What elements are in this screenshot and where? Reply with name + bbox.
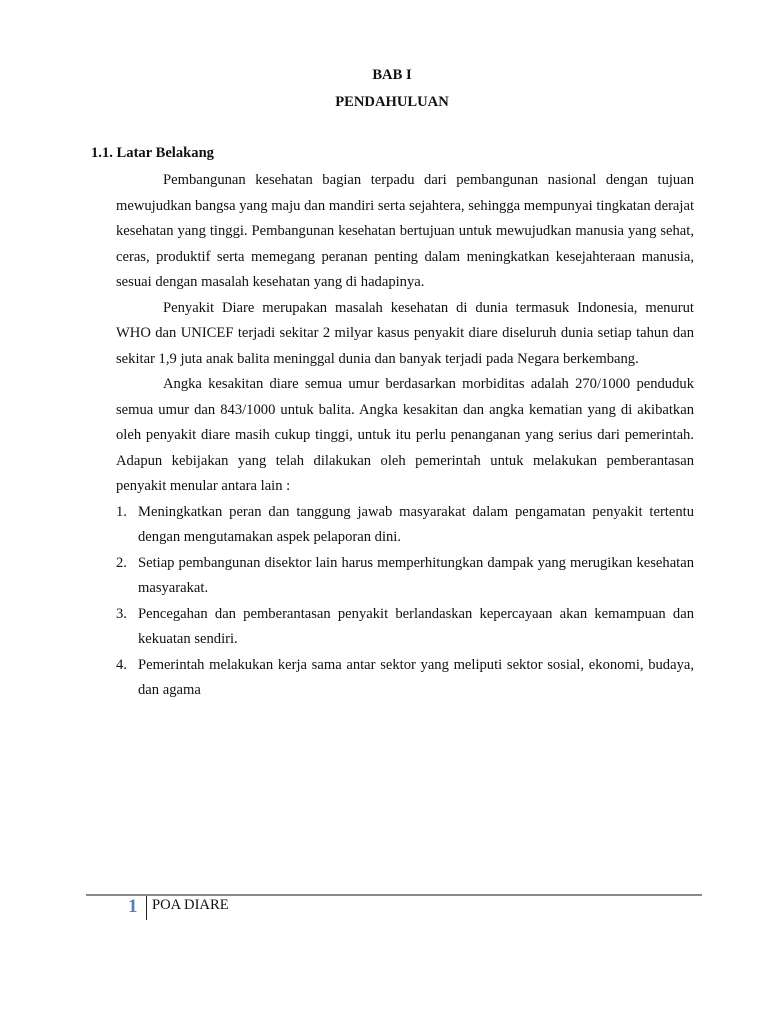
chapter-title: PENDAHULUAN xyxy=(335,94,449,110)
page-number: 1 xyxy=(128,896,138,917)
list-item xyxy=(116,653,694,704)
list-item-number: 1. xyxy=(116,503,127,520)
list-item-number: 2. xyxy=(116,554,127,571)
chapter-number: BAB I xyxy=(372,67,412,83)
list-item-number: 3. xyxy=(116,605,127,622)
section-heading: 1.1. Latar Belakang xyxy=(91,145,214,161)
list-item-text: Pencegahan dan pemberantasan penyakit berlandaskan kepercayaan akan kemampuan dan kekuatan sendiri. xyxy=(138,605,694,647)
list-item-text: Pemerintah melakukan kerja sama antar sektor yang meliputi sektor sosial, ekonomi, budaya, dan agama xyxy=(138,656,694,698)
paragraph: Pembangunan kesehatan bagian terpadu dari pembangunan nasional dengan tujuan mewujudkan bangsa yang maju dan mandiri serta sejahtera, sehingga mempunyai tingkatan derajat kesehatan yang tinggi. Pembangunan kesehatan bertujuan untuk mewujudkan manusia yang sehat, ceras, produktif serta memegang peranan penting dalam meningkatkan kesejahteraan manusia, sesuai dengan masalah kesehatan yang di hadapinya. xyxy=(116,172,694,290)
list-item-number: 4. xyxy=(116,656,127,673)
list-item xyxy=(116,551,694,602)
list-item-text: Meningkatkan peran dan tanggung jawab masyarakat dalam pengamatan penyakit tertentu dengan mengutamakan aspek pelaporan dini. xyxy=(138,503,694,545)
section-body xyxy=(116,168,694,704)
policy-list xyxy=(116,500,694,704)
footer-title: POA DIARE xyxy=(152,897,229,913)
footer-separator xyxy=(146,896,147,920)
paragraph: Angka kesakitan diare semua umur berdasarkan morbiditas adalah 270/1000 penduduk semua umur dan 843/1000 untuk balita. Angka kesakitan dan angka kematian yang di akibatkan oleh penyakit diare masih cukup tinggi, untuk itu perlu penanganan yang serius dari pemerintah. Adapun kebijakan yang telah dilakukan oleh pemerintah untuk melakukan pemberantasan penyakit menular antara lain : xyxy=(116,376,694,494)
list-item-text: Setiap pembangunan disektor lain harus memperhitungkan dampak yang merugikan kesehatan masyarakat. xyxy=(138,554,694,596)
paragraph: Penyakit Diare merupakan masalah kesehatan di dunia termasuk Indonesia, menurut WHO dan UNICEF terjadi sekitar 2 milyar kasus penyakit diare diseluruh dunia setiap tahun dan sekitar 1,9 juta anak balita meninggal dunia dan banyak terjadi pada Negara berkembang. xyxy=(116,299,694,367)
footer-rule xyxy=(86,894,702,896)
list-item xyxy=(116,602,694,653)
list-item xyxy=(116,500,694,551)
